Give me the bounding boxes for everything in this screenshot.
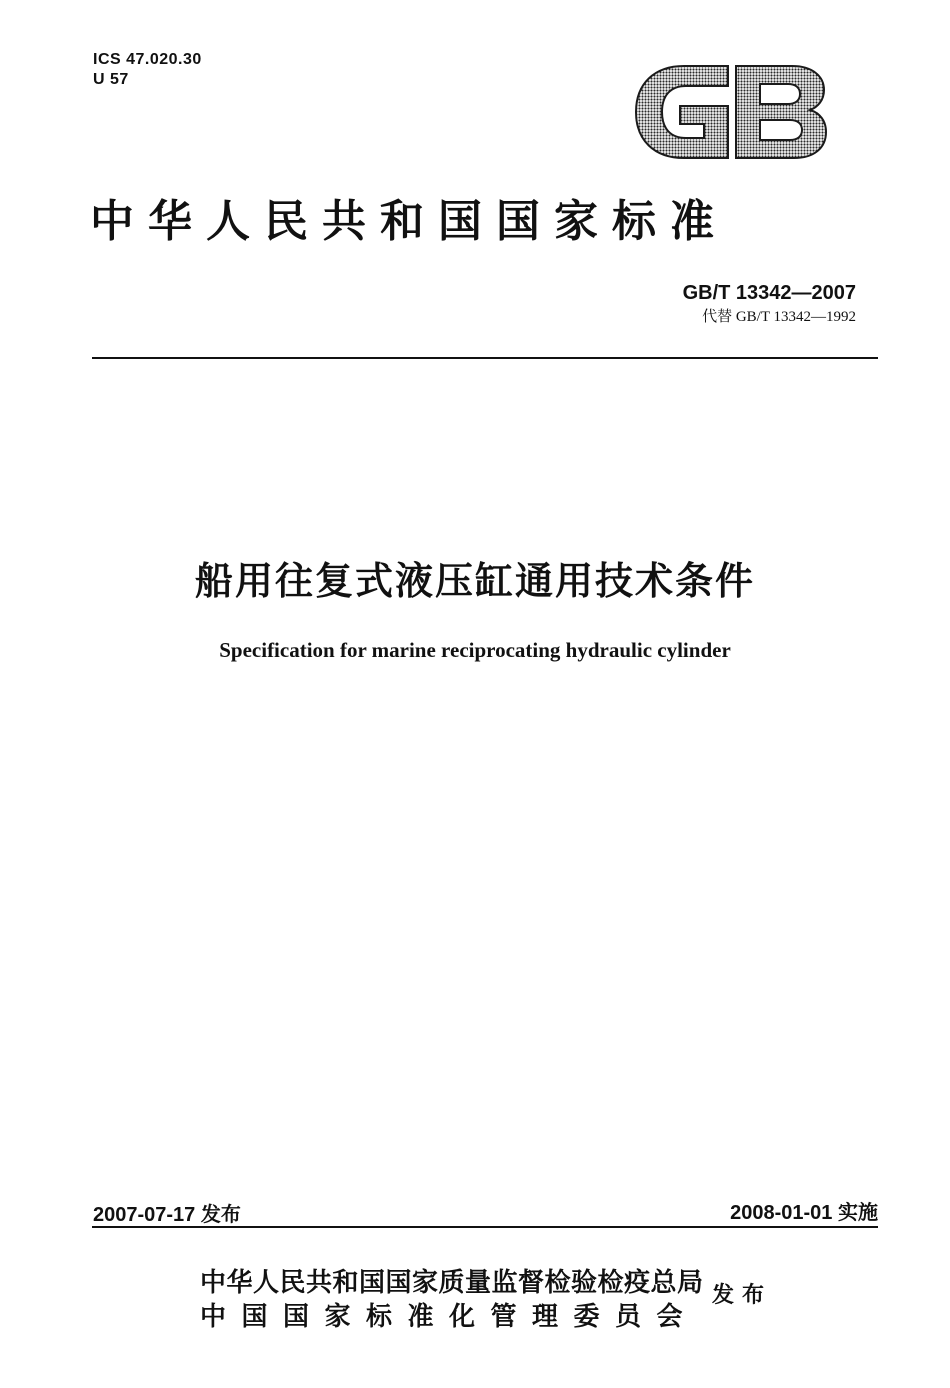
national-standard-title: 中华人民共和国国家标准 bbox=[90, 196, 728, 247]
effective-date: 2008-01-01 实施 bbox=[730, 1202, 878, 1224]
issuer-sac: 中国国家标准化管理委员会 bbox=[200, 1302, 699, 1332]
ccs-code: U 57 bbox=[93, 71, 129, 88]
replaced-standard: 代替 GB/T 13342—1992 bbox=[702, 309, 856, 325]
document-title-english: Specification for marine reciprocating hydraulic cylinder bbox=[219, 638, 731, 662]
footer-divider bbox=[92, 1226, 878, 1228]
issue-date: 2007-07-17 发布 bbox=[93, 1204, 241, 1226]
header-divider bbox=[92, 357, 878, 359]
classification-codes bbox=[93, 50, 202, 90]
gb-logo-icon bbox=[632, 62, 830, 162]
publish-label: 发布 bbox=[712, 1283, 773, 1308]
standard-number: GB/T 13342—2007 bbox=[682, 282, 856, 304]
ics-code: ICS 47.020.30 bbox=[93, 51, 202, 68]
document-title-chinese: 船用往复式液压缸通用技术条件 bbox=[194, 559, 755, 603]
issuer-aqsiq: 中华人民共和国国家质量监督检验检疫总局 bbox=[200, 1268, 704, 1298]
